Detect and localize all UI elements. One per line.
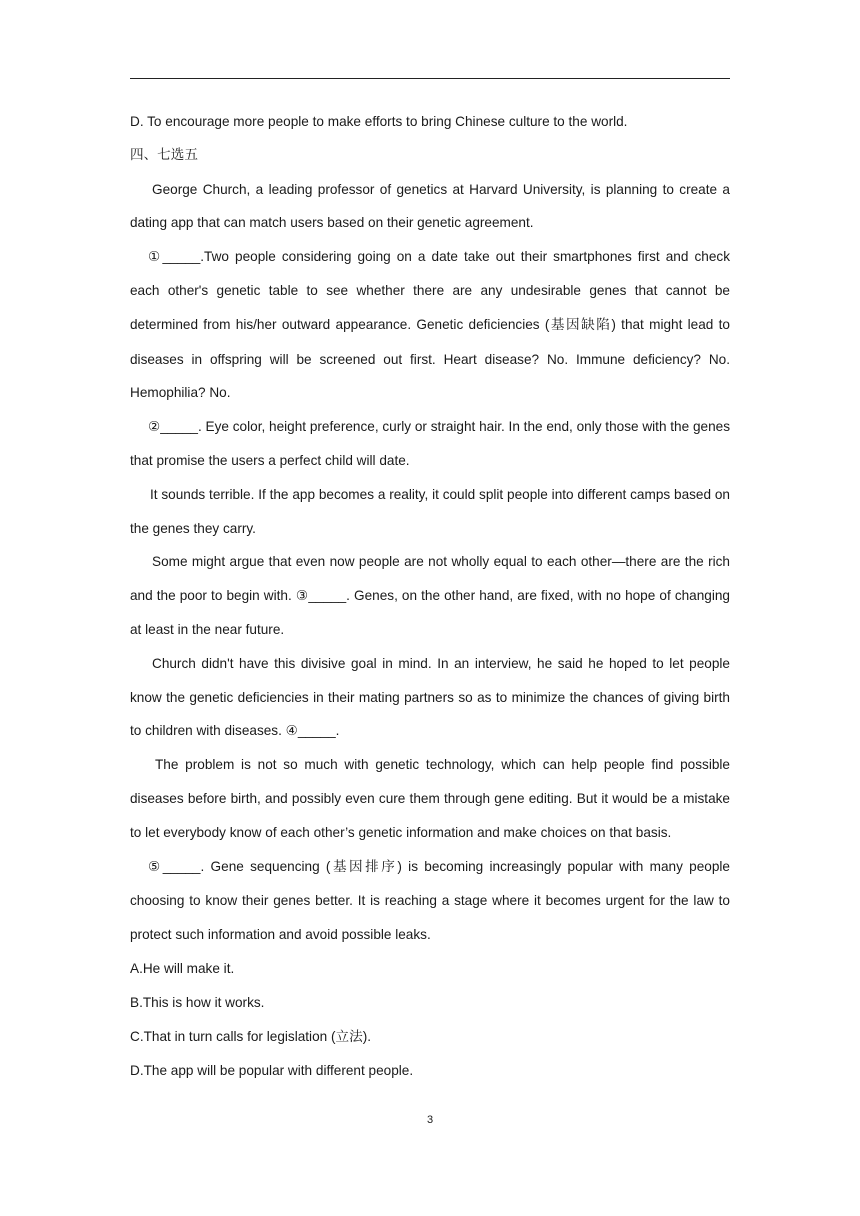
option-c: C.That in turn calls for legislation (立法). <box>130 1028 371 1045</box>
paragraph-7: The problem is not so much with genetic technology, which can help people find possible diseases before birth, and possibly even cure them through gene editing. But it would be a mistake to let everybody know of each other’s genetic information and make choices on that basis. <box>130 757 730 840</box>
paragraph-4: It sounds terrible. If the app becomes a reality, it could split people into different camps based on the genes they carry. <box>130 486 730 536</box>
chinese-annotation: 基因缺陷 <box>549 316 612 333</box>
paragraph-8: ⑤_____. Gene sequencing (基因排序) is becoming increasingly popular with many people choosing to know their genes better. It is reaching a stage where it becomes urgent for the law to protect such information and avoid possible leaks. <box>130 858 730 943</box>
paragraph-6: Church didn't have this divisive goal in mind. In an interview, he said he hoped to let people know the genetic deficiencies in their mating partners so as to minimize the chances of giving birth to children with diseases. ④_____. <box>130 655 730 739</box>
chinese-annotation: 基因排序 <box>330 858 398 875</box>
paragraph-1: George Church, a leading professor of genetics at Harvard University, is planning to create a dating app that can match users based on their genetic agreement. <box>130 181 730 231</box>
paragraph-2: ①_____.Two people considering going on a date take out their smartphones first and check each other's genetic table to see whether there are any undesirable genes that cannot be determined from his/her outward appearance. Genetic deficiencies (基因缺陷) that might lead to diseases in offspring will be screened out first. Heart disease? No. Immune deficiency? No. Hemophilia? No. <box>130 249 730 401</box>
paragraph-5: Some might argue that even now people are not wholly equal to each other—there are the rich and the poor to begin with. ③_____. Genes, on the other hand, are fixed, with no hope of changing at least in the near future. <box>130 554 730 637</box>
section-heading: 四、七选五 <box>130 146 198 163</box>
blank-4: ④_____ <box>285 723 336 739</box>
blank-3: ③_____ <box>295 588 347 604</box>
header-rule <box>130 78 730 79</box>
paragraph-3: ②_____. Eye color, height preference, curly or straight hair. In the end, only those with the genes that promise the users a perfect child will date. <box>130 419 730 468</box>
page-number: 3 <box>426 1114 434 1126</box>
document-page <box>130 105 730 1088</box>
blank-5: ⑤_____ <box>148 858 201 874</box>
previous-option-d: D. To encourage more people to make efforts to bring Chinese culture to the world. <box>130 114 628 129</box>
option-a: A.He will make it. <box>130 960 235 976</box>
option-d: D.The app will be popular with different people. <box>130 1063 414 1079</box>
option-b: B.This is how it works. <box>130 994 265 1010</box>
blank-2: ②_____ <box>148 419 198 435</box>
chinese-annotation: 立法 <box>335 1028 363 1045</box>
blank-1: ①_____ <box>148 249 201 265</box>
